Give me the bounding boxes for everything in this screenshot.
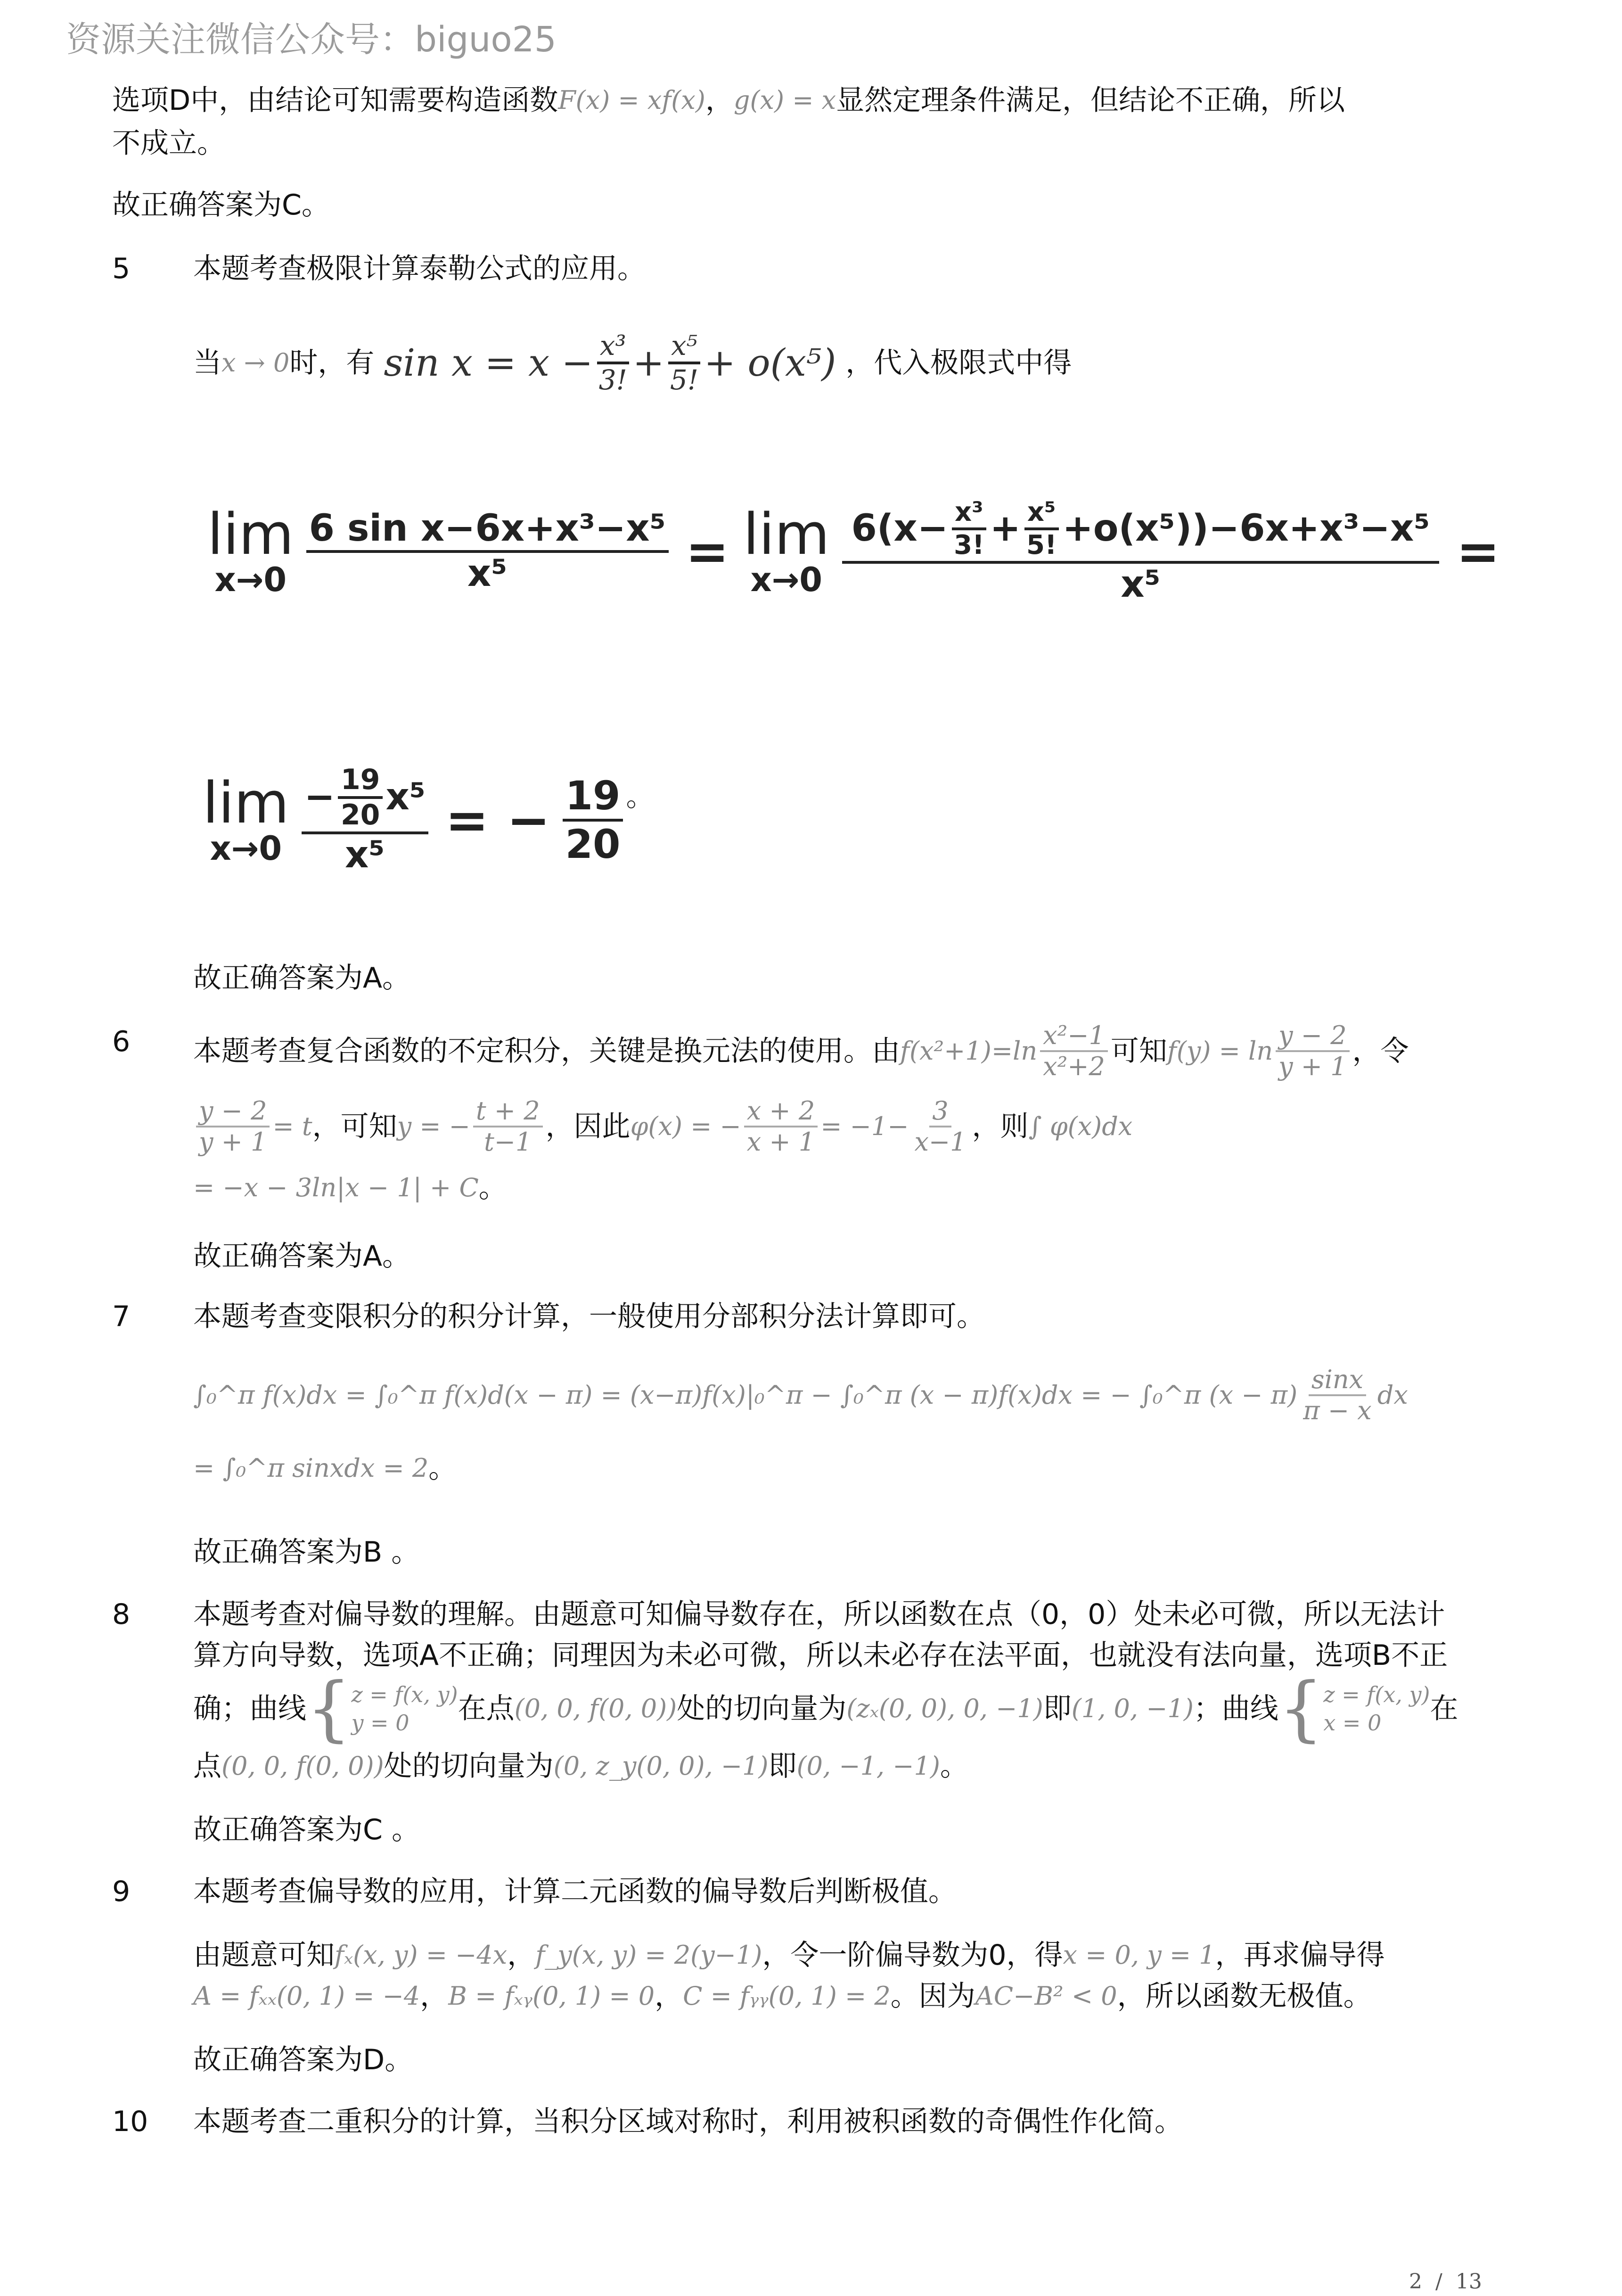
math: (zₓ(0, 0), 0, −1) — [846, 1694, 1043, 1723]
numerator: y − 2 — [196, 1096, 270, 1127]
denominator: x−1 — [914, 1127, 967, 1157]
lim-sub: x→0 — [214, 560, 287, 599]
question-intro: 本题考查变限积分的积分计算，一般使用分部积分法计算即可。 — [193, 1300, 985, 1333]
watermark: 资源关注微信公众号：biguo25 — [66, 19, 557, 60]
q6-line-1 — [193, 1013, 1409, 1089]
limit — [203, 771, 289, 868]
answer-5: 故正确答案为A。 — [193, 962, 411, 995]
text: 。 — [478, 1171, 507, 1204]
math: C = fᵧᵧ(0, 1) = 2 — [683, 1981, 891, 2011]
text: ；曲线 — [1193, 1692, 1278, 1725]
denominator: y + 1 — [1278, 1052, 1347, 1081]
answer-6: 故正确答案为A。 — [193, 1240, 411, 1273]
answer-8: 故正确答案为C 。 — [193, 1813, 420, 1846]
denominator: t−1 — [484, 1127, 532, 1157]
math: = −1− — [820, 1111, 909, 1141]
fraction — [667, 330, 701, 395]
math: (0, 0, f(0, 0)) — [514, 1694, 677, 1723]
math: x = 0 — [1323, 1710, 1382, 1736]
text: ，可知 — [312, 1110, 397, 1143]
text: 。 — [428, 1452, 457, 1485]
numerator: x⁵ — [668, 330, 700, 364]
text: ，则 — [972, 1110, 1029, 1143]
math: ∫ φ(x)dx — [1028, 1111, 1133, 1141]
question-number: 10 — [112, 2105, 148, 2138]
math: = ∫₀^π sinxdx = 2 — [193, 1453, 429, 1483]
text: 。因为 — [890, 1980, 975, 2013]
text: 点 — [193, 1750, 221, 1783]
page-total: 13 — [1455, 2270, 1482, 2294]
taylor-line — [193, 325, 1072, 401]
answer-7: 故正确答案为B 。 — [193, 1536, 420, 1569]
math: F(x) = xf(x) — [558, 85, 705, 115]
lim-sub: x→0 — [750, 560, 822, 599]
brace-icon: { — [1278, 1668, 1324, 1750]
text: ，因此 — [545, 1110, 631, 1143]
math: f(y) = ln — [1167, 1036, 1273, 1066]
fraction — [196, 1096, 270, 1157]
math: + — [990, 507, 1021, 550]
text: 时，有 — [289, 346, 375, 379]
math: − — [304, 776, 335, 819]
fraction — [1040, 1021, 1108, 1081]
text: 选项D中，由结论可知需要构造函数 — [112, 84, 558, 117]
equals: = — [1456, 521, 1500, 582]
denominator: 3! — [954, 530, 984, 561]
denominator: y + 1 — [199, 1127, 267, 1157]
math: φ(x) = − — [630, 1111, 741, 1141]
math: f_y(x, y) = 2(y−1) — [535, 1940, 762, 1970]
answer-9: 故正确答案为D。 — [193, 2043, 413, 2076]
limit-equation-1 — [207, 453, 1500, 650]
text: ， — [705, 84, 734, 117]
math: g(x) = x — [733, 85, 836, 115]
lim: lim — [743, 502, 830, 568]
text: 处的切向量为 — [384, 1750, 554, 1783]
math: (0, z_y(0, 0), −1) — [553, 1751, 769, 1781]
fraction — [842, 497, 1440, 606]
limit-equation-2 — [203, 726, 654, 914]
numerator: 3 — [929, 1096, 951, 1127]
q7-integral-line-1 — [193, 1358, 1408, 1433]
numerator — [302, 764, 428, 834]
numerator: x⁵ — [1024, 497, 1059, 530]
denominator: x²+2 — [1043, 1052, 1105, 1081]
numerator: x³ — [952, 497, 986, 530]
question-intro: 本题考查偏导数的应用，计算二元函数的偏导数后判断极值。 — [193, 1875, 957, 1908]
lim: lim — [203, 771, 289, 836]
fraction — [1024, 497, 1060, 561]
page-current: 2 — [1409, 2270, 1422, 2294]
numerator — [842, 497, 1440, 564]
fraction — [1276, 1021, 1349, 1081]
math: z = f(x, y) — [351, 1682, 458, 1707]
math: f(x²+1)=ln — [900, 1036, 1038, 1066]
fraction — [951, 497, 987, 561]
math: dx — [1377, 1380, 1408, 1410]
system — [1323, 1680, 1430, 1737]
lim: lim — [207, 502, 294, 568]
question-intro: 本题考查二重积分的计算，当积分区域对称时，利用被积函数的奇偶性作化简。 — [193, 2105, 1183, 2138]
text: 在点 — [458, 1692, 515, 1725]
text: 确；曲线 — [193, 1692, 306, 1725]
numerator: sinx — [1309, 1365, 1366, 1396]
text: ，令一阶偏导数为0，得 — [762, 1939, 1063, 1972]
math: x = 0, y = 1 — [1063, 1940, 1215, 1970]
question-intro: 本题考查极限计算泰勒公式的应用。 — [193, 252, 646, 285]
math: x → 0 — [221, 348, 290, 378]
math: + o(x⁵) — [704, 341, 836, 385]
denominator: x + 1 — [746, 1127, 815, 1157]
text: ，代入极限式中得 — [845, 346, 1072, 379]
text: ，所以函数无极值。 — [1117, 1980, 1372, 2013]
math: z = f(x, y) — [1323, 1682, 1430, 1707]
denominator: x⁵ — [1121, 563, 1161, 606]
math: 6(x− — [851, 507, 949, 550]
text: 在 — [1430, 1692, 1458, 1725]
numerator: t + 2 — [473, 1096, 543, 1127]
fraction — [306, 508, 669, 595]
fraction — [563, 773, 623, 867]
numerator: y − 2 — [1276, 1021, 1349, 1052]
text: 显然定理条件满足，但结论不正确，所以 — [836, 84, 1345, 117]
math: AC−B² < 0 — [975, 1981, 1117, 2011]
brace-icon: { — [306, 1668, 352, 1750]
question-number: 5 — [112, 252, 131, 285]
denominator: x⁵ — [345, 834, 385, 877]
math: sin x = x − — [384, 341, 593, 385]
fraction — [302, 764, 428, 877]
text: ， — [655, 1980, 683, 2013]
math: B = fₓᵧ(0, 1) = 0 — [448, 1981, 655, 2011]
denominator: 5! — [670, 364, 699, 396]
system — [351, 1680, 458, 1737]
denominator: x⁵ — [467, 552, 508, 595]
option-d-line — [112, 82, 1345, 119]
math: = −x − 3ln|x − 1| + C — [193, 1173, 479, 1202]
fraction — [911, 1096, 969, 1157]
math: fₓ(x, y) = −4x — [335, 1940, 508, 1970]
math: 。 — [626, 780, 655, 813]
q8-line-3 — [193, 1668, 1458, 1750]
page-indicator — [1409, 2270, 1482, 2294]
text: 。 — [940, 1750, 968, 1783]
fraction — [473, 1096, 543, 1157]
q6-line-2 — [193, 1089, 1132, 1164]
text: ，再求偏导得 — [1215, 1939, 1385, 1972]
fraction — [1300, 1365, 1375, 1425]
math: (0, 0, f(0, 0)) — [221, 1751, 384, 1781]
q9-line-2 — [193, 1977, 1372, 2015]
math: = t — [272, 1111, 312, 1141]
question-number: 7 — [112, 1300, 131, 1333]
math: = − — [445, 790, 550, 850]
text: 本题考查复合函数的不定积分，关键是换元法的使用。由 — [193, 1035, 900, 1068]
math: (1, 0, −1) — [1071, 1694, 1194, 1723]
answer-4: 故正确答案为C。 — [112, 189, 330, 222]
math: A = fₓₓ(0, 1) = −4 — [193, 1981, 420, 2011]
denominator: π − x — [1303, 1396, 1372, 1425]
math: +o(x⁵))−6x+x³−x⁵ — [1062, 507, 1430, 550]
numerator: x²−1 — [1040, 1021, 1108, 1052]
numerator: 19 — [338, 764, 383, 799]
denominator: 20 — [340, 798, 380, 832]
text: ， — [420, 1980, 449, 2013]
text: ，令 — [1352, 1035, 1409, 1068]
numerator: x + 2 — [744, 1096, 818, 1127]
text: 算方向导数，选项A不正确；同理因为未必可微，所以未必存在法平面，也就没有法向量，选项B不正 — [193, 1639, 1448, 1672]
denominator: 3! — [598, 364, 627, 396]
denominator: 5! — [1026, 530, 1057, 561]
math: y = − — [397, 1111, 470, 1141]
denominator: 20 — [565, 821, 621, 867]
fraction — [744, 1096, 818, 1157]
text: 本题考查对偏导数的理解。由题意可知偏导数存在，所以函数在点（0，0）处未必可微，所以无法计 — [193, 1598, 1445, 1631]
math: ∫₀^π f(x)dx = ∫₀^π f(x)d(x − π) = (x−π)f(x)|₀^π − ∫₀^π (x − π)f(x)dx = − ∫₀^π (x − π) — [193, 1380, 1298, 1410]
math: x⁵ — [385, 776, 426, 819]
q8-line-4 — [193, 1747, 968, 1785]
text: 当 — [193, 346, 221, 379]
question-number: 6 — [112, 1025, 131, 1058]
text: 可知 — [1110, 1035, 1167, 1068]
question-number: 8 — [112, 1598, 131, 1631]
limit — [743, 502, 830, 599]
text: 处的切向量为 — [677, 1692, 847, 1725]
text: 即 — [768, 1750, 797, 1783]
question-number: 9 — [112, 1875, 131, 1908]
numerator: 19 — [563, 773, 623, 822]
q6-line-3 — [193, 1169, 507, 1207]
math: (0, −1, −1) — [796, 1751, 940, 1781]
text: 即 — [1043, 1692, 1072, 1725]
text: 不成立。 — [112, 127, 225, 160]
fraction — [338, 764, 383, 831]
math: y = 0 — [351, 1710, 410, 1736]
fraction — [596, 330, 630, 395]
q7-integral-line-2 — [193, 1449, 457, 1487]
text: ， — [507, 1939, 536, 1972]
equals: = — [685, 521, 729, 582]
numerator: 6 sin x−6x+x³−x⁵ — [306, 508, 669, 553]
math: + — [632, 341, 664, 385]
lim-sub: x→0 — [210, 829, 282, 868]
limit — [207, 502, 294, 599]
page-separator: / — [1435, 2270, 1442, 2294]
text: 由题意可知 — [193, 1939, 335, 1972]
numerator: x³ — [597, 330, 629, 364]
q9-line-1 — [193, 1936, 1385, 1974]
